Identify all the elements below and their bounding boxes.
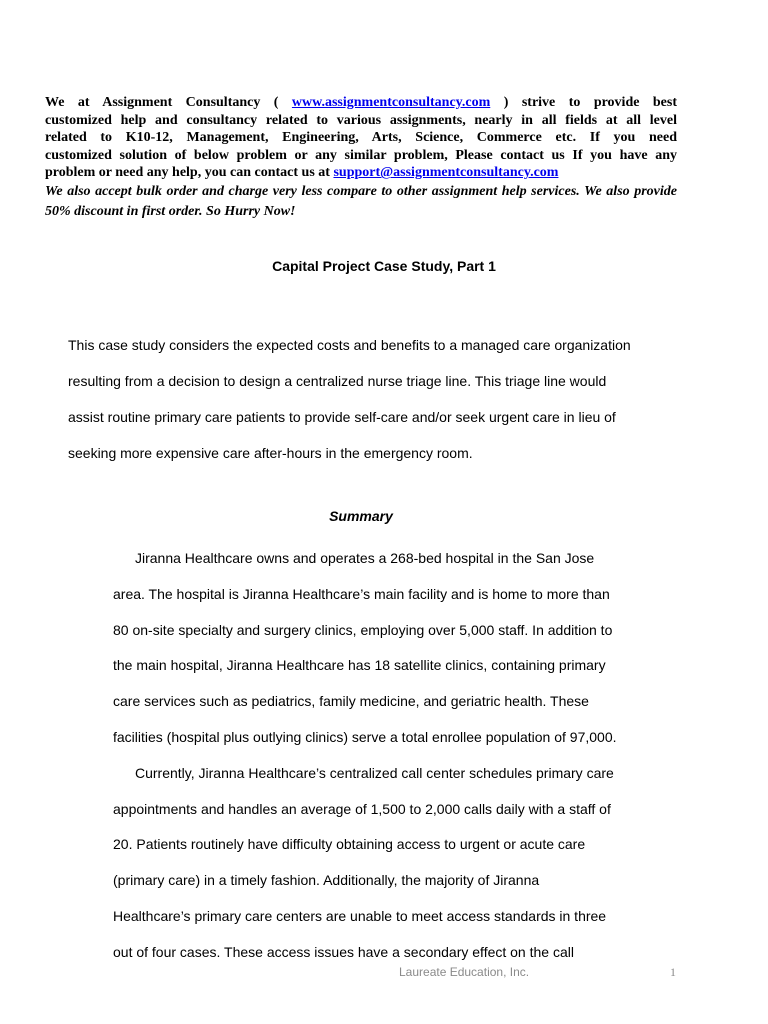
body-line: Currently, Jiranna Healthcare’s centralized call center schedules primary care	[135, 764, 614, 781]
ad-promo: We also accept bulk order and charge very less compare to other assignment help services. We also provide 50% discount in first order. So Hurry Now!	[45, 183, 677, 219]
body-line: 20. Patients routinely have difficulty obtaining access to urgent or acute care	[113, 836, 586, 853]
website-link[interactable]: www.assignmentconsultancy.com	[291, 95, 491, 110]
footer-organization: Laureate Education, Inc.	[399, 965, 530, 979]
intro-line: This case study considers the expected costs and benefits to a managed care organization	[68, 337, 631, 353]
ad-text: We at Assignment Consultancy (	[45, 95, 292, 110]
ad-text: ) strive to provide best	[490, 95, 678, 110]
ad-text: problem or need any help, you can contact us at	[45, 165, 334, 181]
summary-heading: Summary	[329, 508, 393, 524]
body-line: the main hospital, Jiranna Healthcare has 18 satellite clinics, containing primary	[113, 657, 606, 674]
intro-line: seeking more expensive care after-hours in the emergency room.	[68, 445, 473, 461]
ad-line	[45, 164, 677, 182]
document-title: Capital Project Case Study, Part 1	[272, 258, 496, 274]
ad-line: customized help and consultancy related to various assignments, nearly in all fields at all level	[45, 112, 677, 128]
summary-body	[113, 541, 673, 971]
ad-line: customized solution of below problem or any similar problem, Please contact us If you have any	[45, 147, 677, 163]
page-number: 1	[670, 965, 676, 979]
body-line: care services such as pediatrics, family medicine, and geriatric health. These	[113, 693, 589, 710]
body-line: Healthcare’s primary care centers are unable to meet access standards in three	[113, 907, 607, 924]
support-email-link[interactable]: support@assignmentconsultancy.com	[333, 165, 559, 181]
ad-line: related to K10-12, Management, Engineering, Arts, Science, Commerce etc. If you need	[45, 130, 677, 146]
body-line: area. The hospital is Jiranna Healthcare’s main facility and is home to more than	[113, 585, 610, 602]
body-line: appointments and handles an average of 1,500 to 2,000 calls daily with a staff of	[113, 800, 611, 817]
intro-line: resulting from a decision to design a centralized nurse triage line. This triage line would	[68, 373, 607, 389]
intro-line: assist routine primary care patients to provide self-care and/or seek urgent care in lieu of	[68, 409, 616, 425]
ad-line	[45, 94, 677, 112]
body-line: 80 on-site specialty and surgery clinics, employing over 5,000 staff. In addition to	[113, 621, 613, 638]
body-paragraph	[113, 541, 673, 756]
body-line: (primary care) in a timely fashion. Additionally, the majority of Jiranna	[113, 872, 540, 889]
advertisement-block	[45, 94, 677, 222]
body-line: facilities (hospital plus outlying clinics) serve a total enrollee population of 97,000.	[113, 728, 617, 745]
body-paragraph	[113, 756, 673, 971]
intro-paragraph	[68, 327, 688, 471]
body-line: out of four cases. These access issues have a secondary effect on the call	[113, 943, 574, 960]
body-line: Jiranna Healthcare owns and operates a 268-bed hospital in the San Jose	[135, 550, 595, 566]
